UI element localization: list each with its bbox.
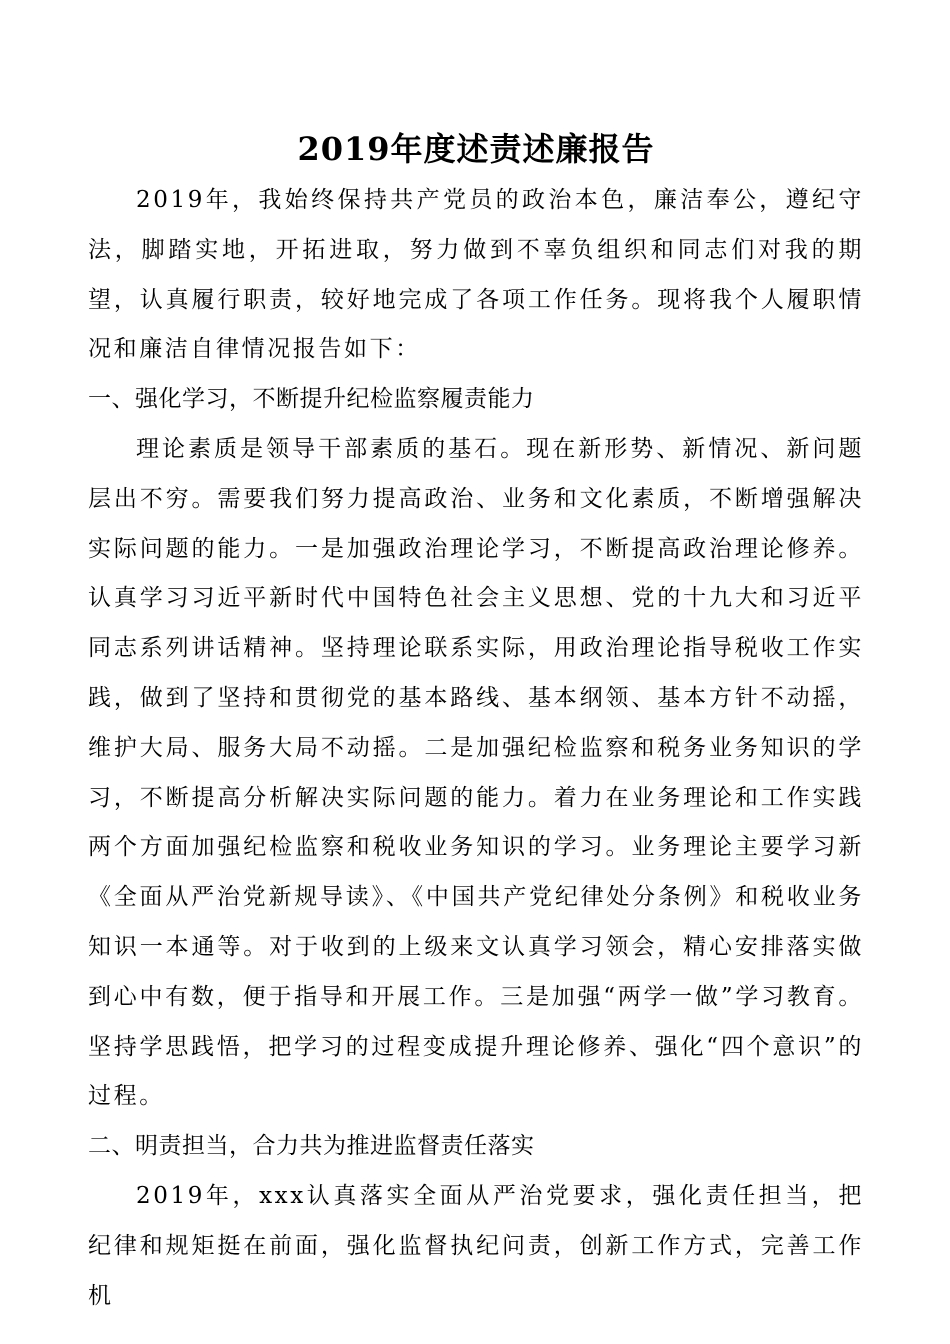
intro-paragraph: 2019年，我始终保持共产党员的政治本色，廉洁奉公，遵纪守法，脚踏实地，开拓进取，努力做到不辜负组织和同志们对我的期望，认真履行职责，较好地完成了各项工作任务。现将我个人履职情况和廉洁自律情况报告如下： <box>88 187 864 363</box>
section-1-paragraph: 理论素质是领导干部素质的基石。现在新形势、新情况、新问题层出不穷。需要我们努力提高政治、业务和文化素质，不断增强解决实际问题的能力。一是加强政治理论学习，不断提高政治理论修养。认真学习习近平新时代中国特色社会主义思想、党的十九大和习近平同志系列讲话精神。坚持理论联系实际，用政治理论指导税收工作实践，做到了坚持和贯彻党的基本路线、基本纲领、基本方针不动摇，维护大局、服务大局不动摇。二是加强纪检监察和税务业务知识的学习，不断提高分析解决实际问题的能力。着力在业务理论和工作实践两个方面加强纪检监察和税收业务知识的学习。业务理论主要学习新《全面从严治党新规导读》、《中国共产党纪律处分条例》和税收业务知识一本通等。对于收到的上级来文认真学习领会，精心安排落实做到心中有数，便于指导和开展工作。三是加强“两学一做”学习教育。坚持学思践悟，把学习的过程变成提升理论修养、强化“四个意识”的过程。 <box>88 435 864 1110</box>
section-2-heading: 二、明责担当，合力共为推进监督责任落实 <box>88 1133 535 1160</box>
section-1-heading: 一、强化学习，不断提升纪检监察履责能力 <box>88 386 535 413</box>
document-title: 2019年度述责述廉报告 <box>297 130 655 168</box>
section-2-paragraph: 2019年，xxx认真落实全面从严治党要求，强化责任担当，把纪律和规矩挺在前面，强化监督执纪问责，创新工作方式，完善工作机 <box>88 1182 864 1309</box>
document-content <box>88 122 864 1321</box>
